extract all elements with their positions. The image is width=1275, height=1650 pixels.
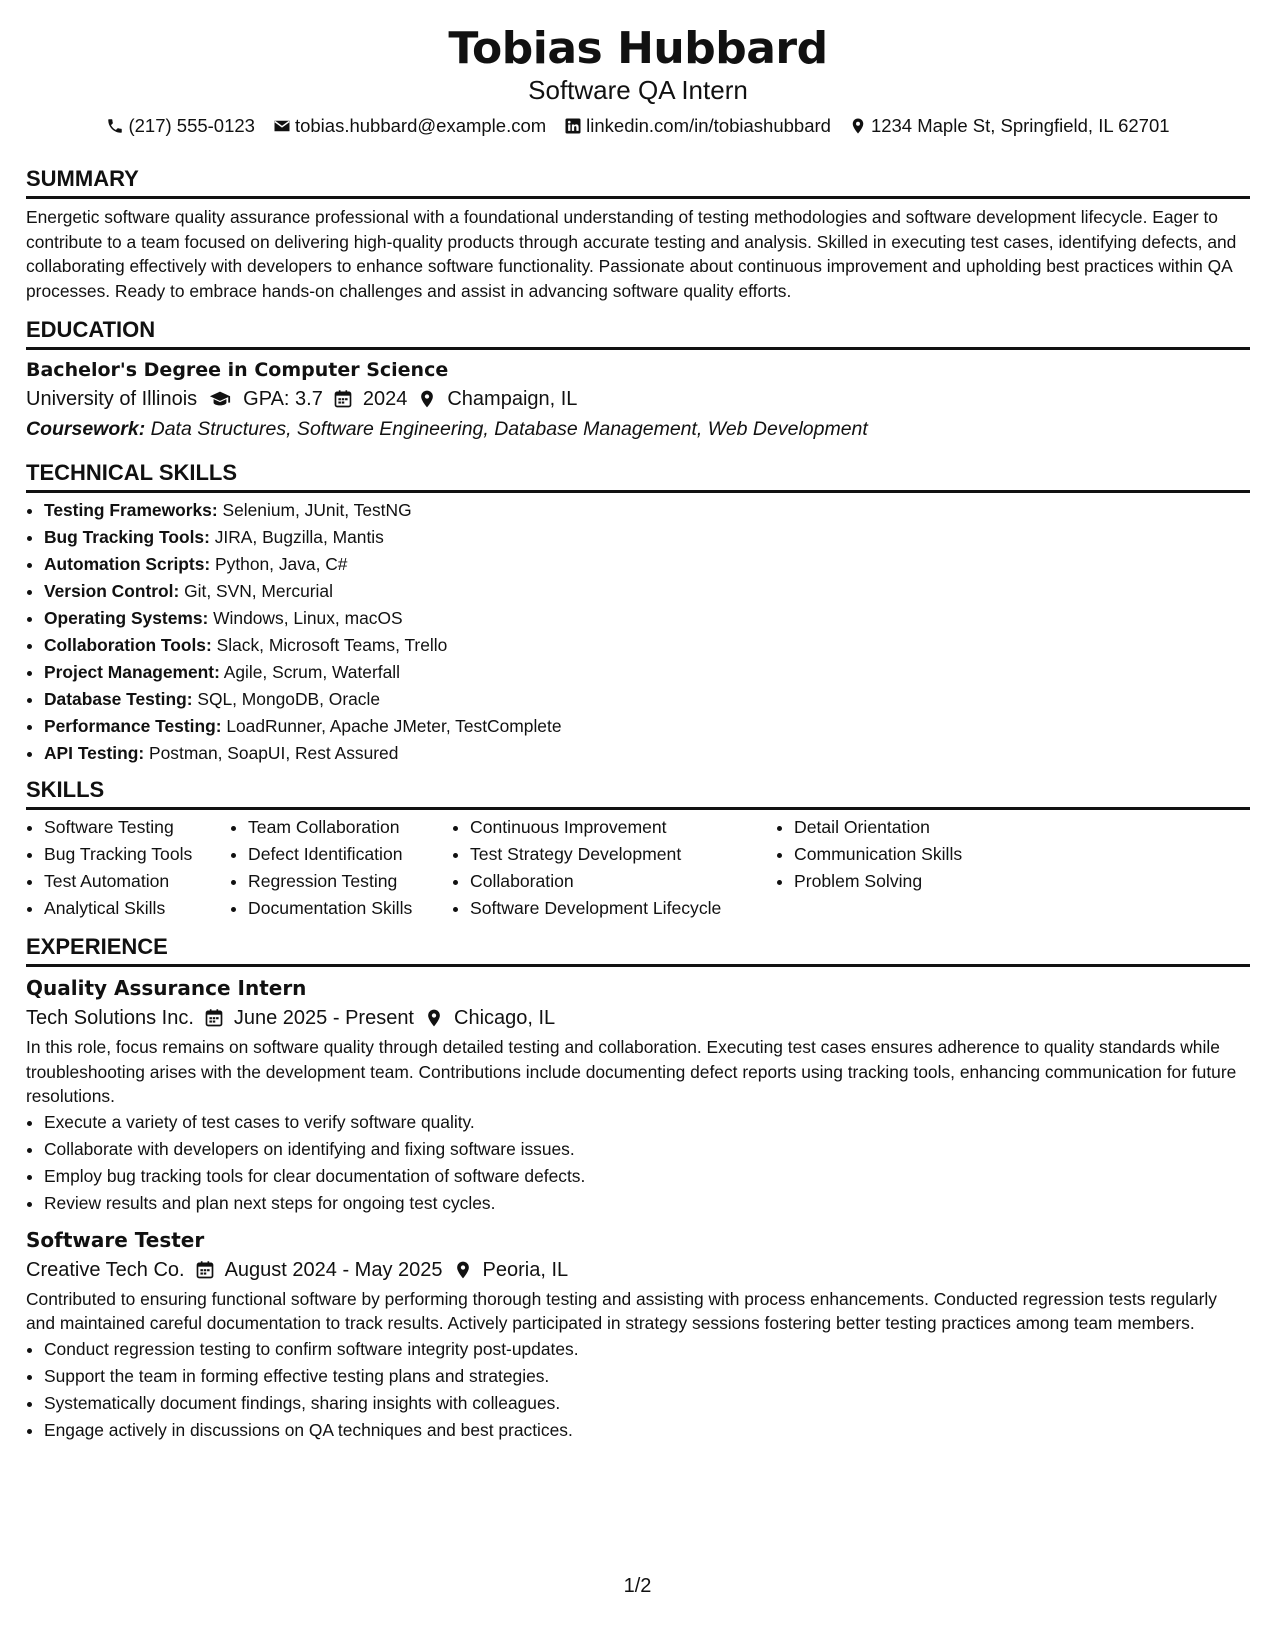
- list-item: • Software Development Lifecycle: [470, 895, 776, 922]
- list-item: • Support the team in forming effective testing plans and strategies.: [44, 1363, 1250, 1390]
- list-item: [44, 740, 1250, 767]
- education-meta: [26, 384, 1250, 414]
- list-item: • Execute a variety of test cases to verify software quality.: [44, 1109, 1250, 1136]
- job-bullets: [26, 1109, 1250, 1217]
- list-item: • Continuous Improvement: [470, 814, 776, 841]
- skill-value: Git, SVN, Mercurial: [184, 581, 333, 601]
- technical-skills-list: [26, 497, 1250, 767]
- coursework-list: Data Structures, Software Engineering, Database Management, Web Development: [150, 418, 868, 440]
- list-item: • Bug Tracking Tools: [44, 841, 230, 868]
- candidate-name: Tobias Hubbard: [448, 23, 828, 74]
- skill-value: Selenium, JUnit, TestNG: [222, 500, 412, 520]
- email-text: tobias.hubbard@example.com: [294, 115, 547, 136]
- list-item: • Problem Solving: [794, 868, 1054, 895]
- skill-label: Project Management:: [44, 662, 220, 682]
- resume-header: [26, 0, 1250, 138]
- skill-value: Agile, Scrum, Waterfall: [223, 662, 400, 682]
- contact-email[interactable]: [273, 114, 546, 138]
- map-pin-icon: [849, 117, 867, 135]
- list-item: • Systematically document findings, sharing insights with colleagues.: [44, 1390, 1250, 1417]
- list-item: • Software Testing: [44, 814, 230, 841]
- skill-value: Windows, Linux, macOS: [213, 608, 403, 628]
- skills-section: [26, 777, 1250, 922]
- job-description: Contributed to ensuring functional software by performing thorough testing and assisting with process enhancements. Conducted regression tests regularly and maintained careful documentation to track results. Actively participated in strategy sessions fostering better testing practices among team members.: [26, 1288, 1217, 1333]
- skills-heading: SKILLS: [26, 777, 1250, 810]
- list-item: • Defect Identification: [248, 841, 452, 868]
- skill-label: Version Control:: [44, 581, 180, 601]
- list-item: • Regression Testing: [248, 868, 452, 895]
- list-item: [44, 632, 1250, 659]
- skill-value: LoadRunner, Apache JMeter, TestComplete: [226, 716, 562, 736]
- address-text: 1234 Maple St, Springfield, IL 62701: [870, 115, 1170, 136]
- job-title: Software Tester: [26, 1227, 205, 1252]
- map-pin-icon: [417, 389, 437, 409]
- skill-label: Operating Systems:: [44, 608, 209, 628]
- experience-section: [26, 934, 1250, 1444]
- phone-text: (217) 555-0123: [128, 115, 255, 136]
- list-item: • Test Strategy Development: [470, 841, 776, 868]
- job-meta: [26, 1255, 1250, 1285]
- technical-skills-heading: TECHNICAL SKILLS: [26, 460, 1250, 493]
- skill-label: API Testing:: [44, 743, 145, 763]
- summary-section: [26, 166, 1250, 303]
- degree-title: Bachelor's Degree in Computer Science: [26, 359, 449, 381]
- list-item: • Collaboration: [470, 868, 776, 895]
- skill-value: Postman, SoapUI, Rest Assured: [149, 743, 399, 763]
- experience-heading: EXPERIENCE: [26, 934, 1250, 967]
- list-item: [44, 497, 1250, 524]
- list-item: [44, 713, 1250, 740]
- list-item: • Team Collaboration: [248, 814, 452, 841]
- list-item: [44, 524, 1250, 551]
- list-item: • Detail Orientation: [794, 814, 1054, 841]
- contact-info: [26, 114, 1250, 138]
- job-entry: [26, 973, 1250, 1217]
- graduation-cap-icon: [207, 388, 233, 410]
- summary-heading: SUMMARY: [26, 166, 1250, 199]
- job-dates: August 2024 - May 2025: [224, 1258, 443, 1281]
- contact-address: [849, 114, 1170, 138]
- list-item: • Review results and plan next steps for ongoing test cycles.: [44, 1190, 1250, 1217]
- coursework: [26, 414, 1250, 444]
- company-name: Tech Solutions Inc.: [26, 1007, 194, 1029]
- skill-label: Performance Testing:: [44, 716, 222, 736]
- map-pin-icon: [424, 1008, 444, 1028]
- list-item: • Communication Skills: [794, 841, 1054, 868]
- job-description: In this role, focus remains on software quality through detailed testing and collaboration. Executing test cases ensures adherence to quality standards while troubleshooting arises with the development team. Contributions include documenting defect reports using tracking tools, enhancing communication for future resolutions.: [26, 1037, 1237, 1106]
- skill-label: Automation Scripts:: [44, 554, 211, 574]
- list-item: • Engage actively in discussions on QA techniques and best practices.: [44, 1417, 1250, 1444]
- resume-page: [26, 0, 1250, 1444]
- list-item: [44, 686, 1250, 713]
- technical-skills-section: [26, 460, 1250, 767]
- list-item: • Test Automation: [44, 868, 230, 895]
- job-entry: [26, 1225, 1250, 1444]
- summary-text: Energetic software quality assurance professional with a foundational understanding of testing methodologies and software development lifecycle. Eager to contribute to a team focused on delivering high-quality products through accurate testing and analysis. Skilled in executing test cases, identifying defects, and collaborating effectively with developers to enhance software functionality. Passionate about continuous improvement and upholding best practices within QA processes. Ready to embrace hands-on challenges and assist in advancing software quality efforts.: [26, 207, 1237, 301]
- contact-phone: [106, 114, 255, 138]
- school-name: University of Illinois: [26, 388, 198, 410]
- skill-label: Collaboration Tools:: [44, 635, 212, 655]
- school-location: Champaign, IL: [447, 388, 578, 410]
- skill-label: Testing Frameworks:: [44, 500, 218, 520]
- list-item: • Analytical Skills: [44, 895, 230, 922]
- linkedin-text: linkedin.com/in/tobiashubbard: [586, 115, 831, 136]
- job-location: Peoria, IL: [482, 1258, 569, 1281]
- list-item: [44, 578, 1250, 605]
- contact-linkedin[interactable]: [564, 114, 831, 138]
- skill-value: Python, Java, C#: [215, 554, 348, 574]
- job-title: Quality Assurance Intern: [26, 976, 307, 1000]
- skills-column: [452, 814, 776, 922]
- linkedin-icon: [564, 117, 582, 135]
- map-pin-icon: [453, 1260, 473, 1280]
- skill-label: Database Testing:: [44, 689, 193, 709]
- calendar-icon: [195, 1260, 215, 1280]
- skill-value: SQL, MongoDB, Oracle: [197, 689, 381, 709]
- job-dates: June 2025 - Present: [233, 1007, 414, 1029]
- skills-column: [26, 814, 230, 922]
- list-item: • Documentation Skills: [248, 895, 452, 922]
- graduation-year: 2024: [362, 388, 408, 410]
- phone-icon: [106, 117, 124, 135]
- page-number: 1/2: [623, 1575, 652, 1597]
- company-name: Creative Tech Co.: [26, 1258, 185, 1281]
- education-heading: EDUCATION: [26, 317, 1250, 350]
- skills-grid: [26, 814, 1250, 922]
- skill-value: JIRA, Bugzilla, Mantis: [214, 527, 384, 547]
- job-bullets: [26, 1336, 1250, 1444]
- skill-label: Bug Tracking Tools:: [44, 527, 210, 547]
- calendar-icon: [204, 1008, 224, 1028]
- skill-value: Slack, Microsoft Teams, Trello: [216, 635, 448, 655]
- skills-column: [230, 814, 452, 922]
- candidate-title: Software QA Intern: [528, 75, 748, 105]
- list-item: • Employ bug tracking tools for clear documentation of software defects.: [44, 1163, 1250, 1190]
- list-item: • Conduct regression testing to confirm software integrity post-updates.: [44, 1336, 1250, 1363]
- gpa-text: GPA: 3.7: [243, 388, 323, 410]
- list-item: • Collaborate with developers on identifying and fixing software issues.: [44, 1136, 1250, 1163]
- job-location: Chicago, IL: [454, 1007, 556, 1029]
- list-item: [44, 659, 1250, 686]
- calendar-icon: [333, 389, 353, 409]
- job-meta: [26, 1003, 1250, 1033]
- coursework-label: Coursework:: [26, 418, 146, 440]
- education-section: [26, 317, 1250, 444]
- list-item: [44, 605, 1250, 632]
- skills-column: [776, 814, 1054, 922]
- list-item: [44, 551, 1250, 578]
- envelope-icon: [273, 117, 291, 135]
